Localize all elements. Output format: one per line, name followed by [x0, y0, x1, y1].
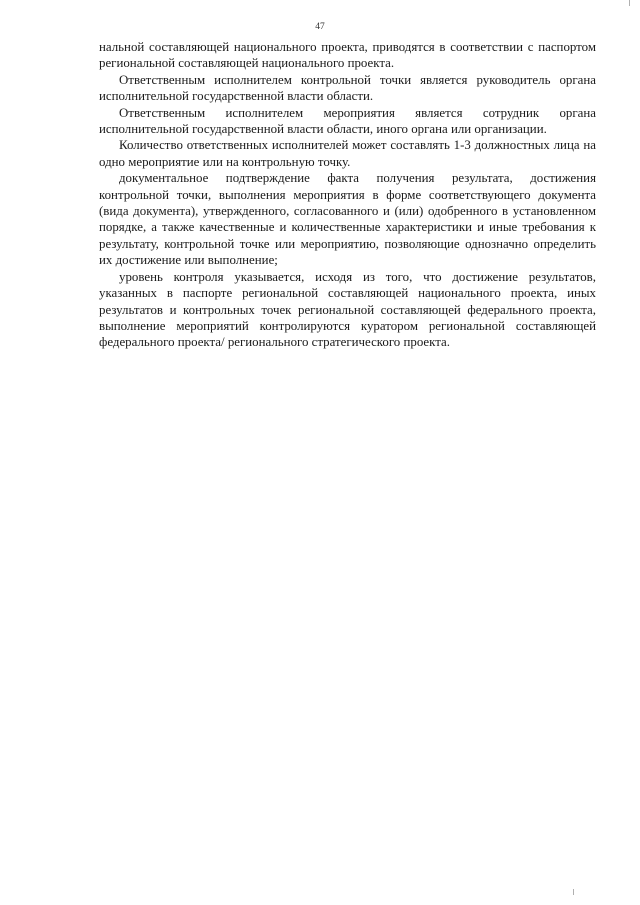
scan-mark-top [629, 0, 630, 6]
paragraph-continuation: нальной составляющей национального проекта, приводятся в соответствии с паспортом региональной составляющей национального проекта. [99, 40, 596, 71]
paragraph-checkpoint-executor: Ответственным исполнителем контрольной точки является руководитель органа исполнительной государственной власти области. [99, 72, 596, 104]
paragraph-documentary-confirmation: документальное подтверждение факта получения результата, достижения контрольной точки, выполнения мероприятия в форме соответствующего документа (вида документа), утвержденного, согласованного и (или) одобренного в установленном порядке, а также качественные и количественные характеристики и иные требования к результату, контрольной точке или мероприятию, позволяющие однозначно определить их достижение или выполнение; [99, 171, 596, 268]
page-number: 47 [315, 22, 325, 32]
paragraph-executor-count: Количество ответственных исполнителей может составлять 1-3 должностных лица на одно мероприятие или на контрольную точку. [99, 138, 596, 169]
paragraph-control-level: уровень контроля указывается, исходя из того, что достижение результатов, указанных в паспорте региональной составляющей национального проекта, иных результатов и контрольных точек региональной составляющей федерального проекта, выполнение мероприятий контролируются куратором региональной составляющей федерального проекта/ регионального стратегического проекта. [99, 269, 596, 350]
paragraph-activity-executor: Ответственным исполнителем мероприятия является сотрудник органа исполнительной государственной власти области, иного органа или организации. [99, 105, 596, 137]
document-body [99, 39, 596, 351]
scan-mark-bottom [573, 889, 574, 895]
